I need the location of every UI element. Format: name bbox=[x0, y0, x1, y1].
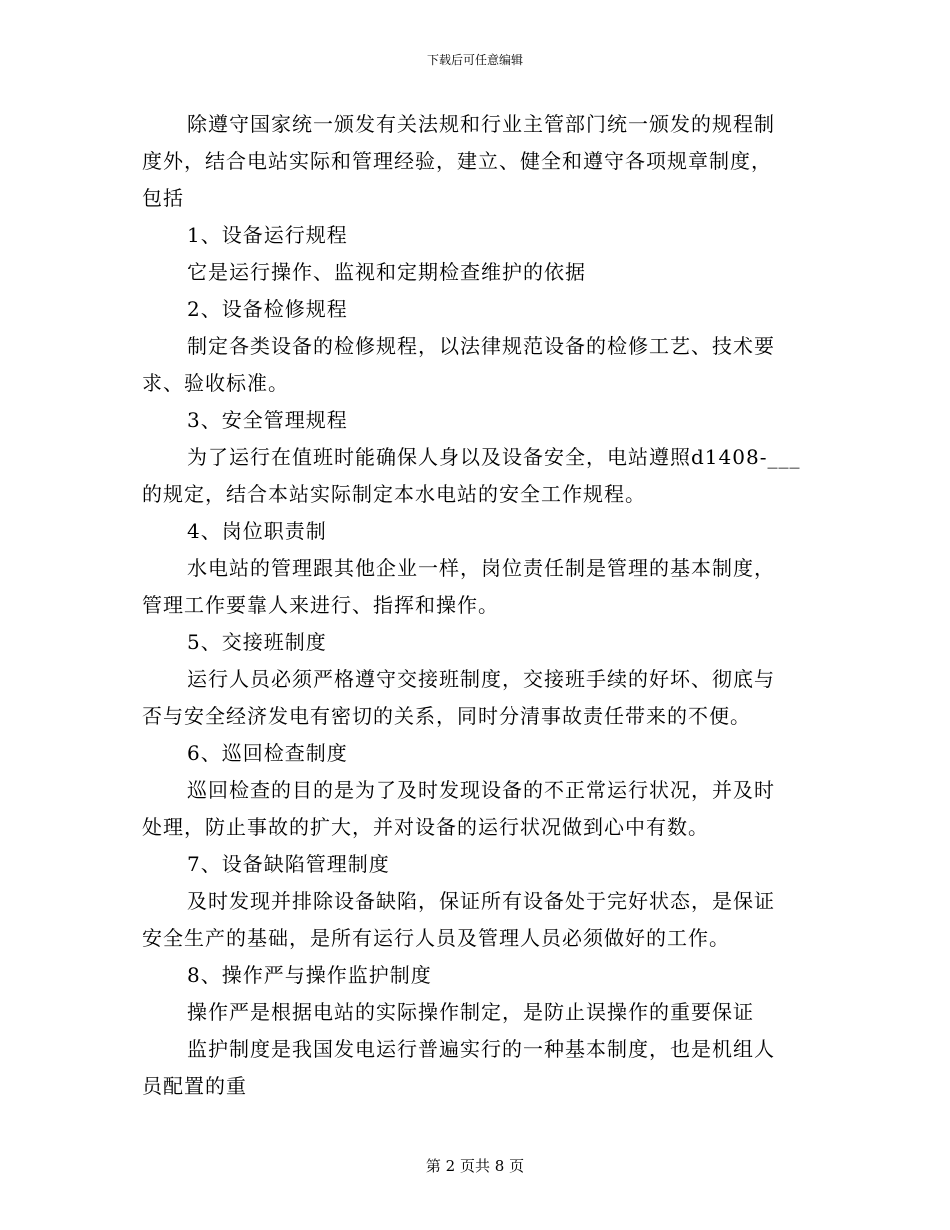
text-line: 7、设备缺陷管理制度 bbox=[187, 852, 390, 876]
text-line: 它是运行操作、监视和定期检查维护的依据 bbox=[187, 260, 586, 284]
text-line: 度外，结合电站实际和管理经验，建立、健全和遵守各项规章制度， bbox=[142, 149, 772, 173]
text-line: 的规定，结合本站实际制定本水电站的安全工作规程。 bbox=[142, 482, 646, 506]
text-line: 为了运行在值班时能确保人身以及设备安全，电站遵照d1408-___ bbox=[187, 445, 801, 469]
text-line: 操作严是根据电站的实际操作制定，是防止误操作的重要保证 bbox=[187, 1000, 754, 1024]
text-line: 2、设备检修规程 bbox=[187, 297, 348, 321]
text-line: 处理，防止事故的扩大，并对设备的运行状况做到心中有数。 bbox=[142, 815, 709, 839]
text-line: 员配置的重 bbox=[142, 1074, 247, 1098]
text-line: 制定各类设备的检修规程，以法律规范设备的检修工艺、技术要 bbox=[187, 334, 775, 358]
text-line: 监护制度是我国发电运行普遍实行的一种基本制度，也是机组人 bbox=[187, 1037, 775, 1061]
document-body bbox=[142, 106, 808, 1105]
text-line: 运行人员必须严格遵守交接班制度，交接班手续的好坏、彻底与 bbox=[187, 667, 775, 691]
text-line: 5、交接班制度 bbox=[187, 630, 327, 654]
download-note: 下载后可任意编辑 bbox=[426, 53, 523, 67]
text-line: 1、设备运行规程 bbox=[187, 223, 348, 247]
text-line: 包括 bbox=[142, 186, 184, 210]
text-line: 管理工作要靠人来进行、指挥和操作。 bbox=[142, 593, 499, 617]
text-line: 6、巡回检查制度 bbox=[187, 741, 348, 765]
text-line: 水电站的管理跟其他企业一样，岗位责任制是管理的基本制度， bbox=[187, 556, 775, 580]
text-line: 及时发现并排除设备缺陷，保证所有设备处于完好状态，是保证 bbox=[187, 889, 775, 913]
page-number: 第 2 页共 8 页 bbox=[425, 1157, 525, 1175]
text-line: 否与安全经济发电有密切的关系，同时分清事故责任带来的不便。 bbox=[142, 704, 751, 728]
text-line: 3、安全管理规程 bbox=[187, 408, 348, 432]
text-line: 求、验收标准。 bbox=[142, 371, 289, 395]
text-line: 4、岗位职责制 bbox=[187, 519, 327, 543]
text-line: 安全生产的基础，是所有运行人员及管理人员必须做好的工作。 bbox=[142, 926, 730, 950]
text-line: 8、操作严与操作监护制度 bbox=[187, 963, 432, 987]
text-line: 除遵守国家统一颁发有关法规和行业主管部门统一颁发的规程制 bbox=[187, 112, 775, 136]
text-line: 巡回检查的目的是为了及时发现设备的不正常运行状况，并及时 bbox=[187, 778, 775, 802]
